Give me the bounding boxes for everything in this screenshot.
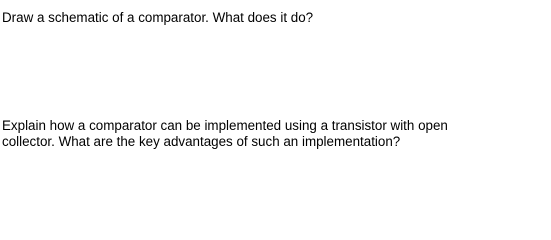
- question-2-line-1: Explain how a comparator can be implemented using a transistor with open: [2, 118, 448, 133]
- question-2: [2, 118, 448, 150]
- question-1: [2, 10, 313, 26]
- question-2-line-2: collector. What are the key advantages of such an implementation?: [2, 134, 401, 149]
- question-1-line-1: Draw a schematic of a comparator. What does it do?: [2, 10, 314, 25]
